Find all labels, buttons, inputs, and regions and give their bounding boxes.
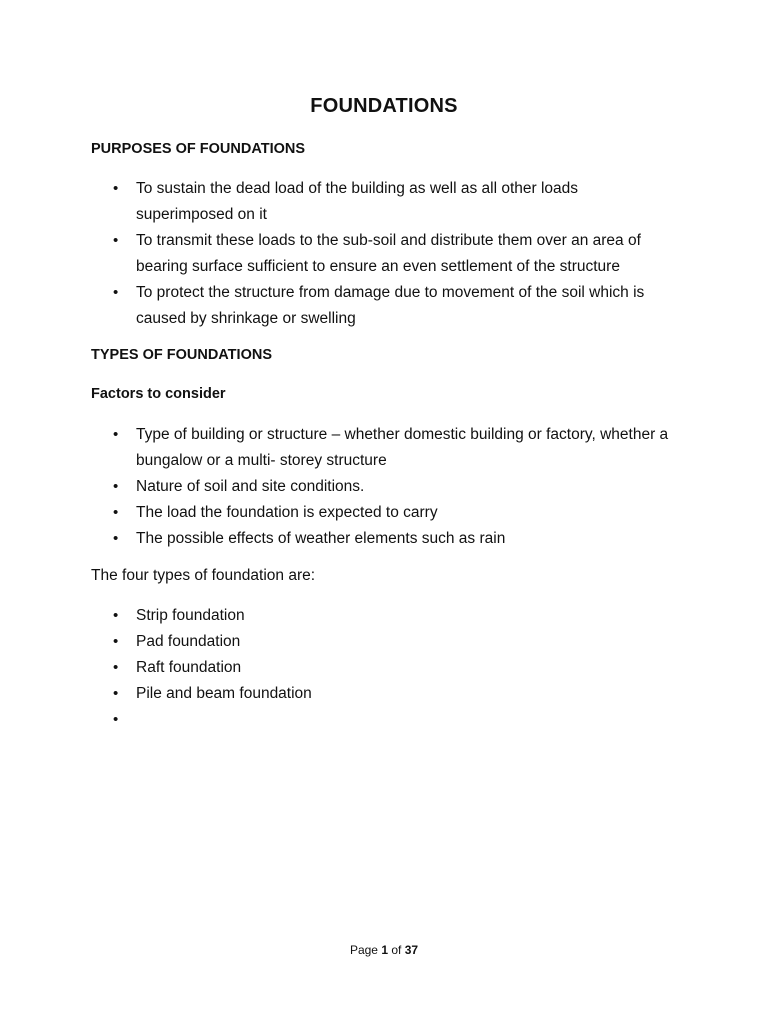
factors-list [91, 422, 671, 552]
list-item-text: To transmit these loads to the sub-soil and distribute them over an area of bearing surface sufficient to ensure an even settlement of the structure [136, 232, 641, 275]
list-item-text: Nature of soil and site conditions. [136, 478, 365, 495]
list-item-text: The possible effects of weather elements such as rain [136, 530, 506, 547]
list-item [91, 500, 671, 526]
list-item-text: Type of building or structure – whether domestic building or factory, whether a bungalow or a multi- storey structure [136, 426, 669, 469]
factors-heading: Factors to consider [91, 386, 226, 402]
bullet-icon: • [113, 607, 119, 624]
bullet-icon: • [113, 504, 119, 521]
list-item-text: Pile and beam foundation [136, 685, 312, 702]
purposes-list [91, 176, 671, 332]
list-item [91, 422, 671, 474]
list-item [91, 655, 671, 681]
list-item [91, 474, 671, 500]
list-item-text: Raft foundation [136, 659, 242, 676]
bullet-icon: • [113, 478, 119, 495]
foundation-types-list [91, 603, 671, 728]
list-item-text: The load the foundation is expected to carry [136, 504, 438, 521]
list-item [91, 681, 671, 707]
list-item [91, 603, 671, 629]
page-total: 37 [404, 943, 419, 957]
bullet-icon: • [113, 426, 119, 443]
bullet-icon: • [113, 530, 119, 547]
page-title: FOUNDATIONS [310, 95, 458, 117]
bullet-icon: • [113, 659, 119, 676]
list-item [91, 629, 671, 655]
list-item [91, 228, 671, 280]
bullet-icon: • [113, 284, 119, 301]
list-item-text: Pad foundation [136, 633, 241, 650]
page-current: 1 [381, 943, 388, 957]
bullet-icon: • [113, 232, 119, 249]
types-intro: The four types of foundation are: [91, 567, 316, 584]
bullet-icon: • [113, 711, 119, 728]
bullet-icon: • [113, 633, 119, 650]
bullet-icon: • [113, 180, 119, 197]
list-item [91, 280, 671, 332]
page-label: Page [349, 943, 382, 957]
list-item [91, 176, 671, 228]
page-footer [0, 943, 768, 957]
list-item-text: Strip foundation [136, 607, 245, 624]
types-heading: TYPES OF FOUNDATIONS [91, 347, 272, 363]
page-of-label: of [388, 943, 405, 957]
bullet-icon: • [113, 685, 119, 702]
purposes-heading: PURPOSES OF FOUNDATIONS [91, 141, 306, 157]
list-item-text: To protect the structure from damage due to movement of the soil which is caused by shrinkage or swelling [136, 284, 645, 327]
list-item-text: To sustain the dead load of the building as well as all other loads superimposed on it [136, 180, 579, 223]
list-item [91, 526, 671, 552]
